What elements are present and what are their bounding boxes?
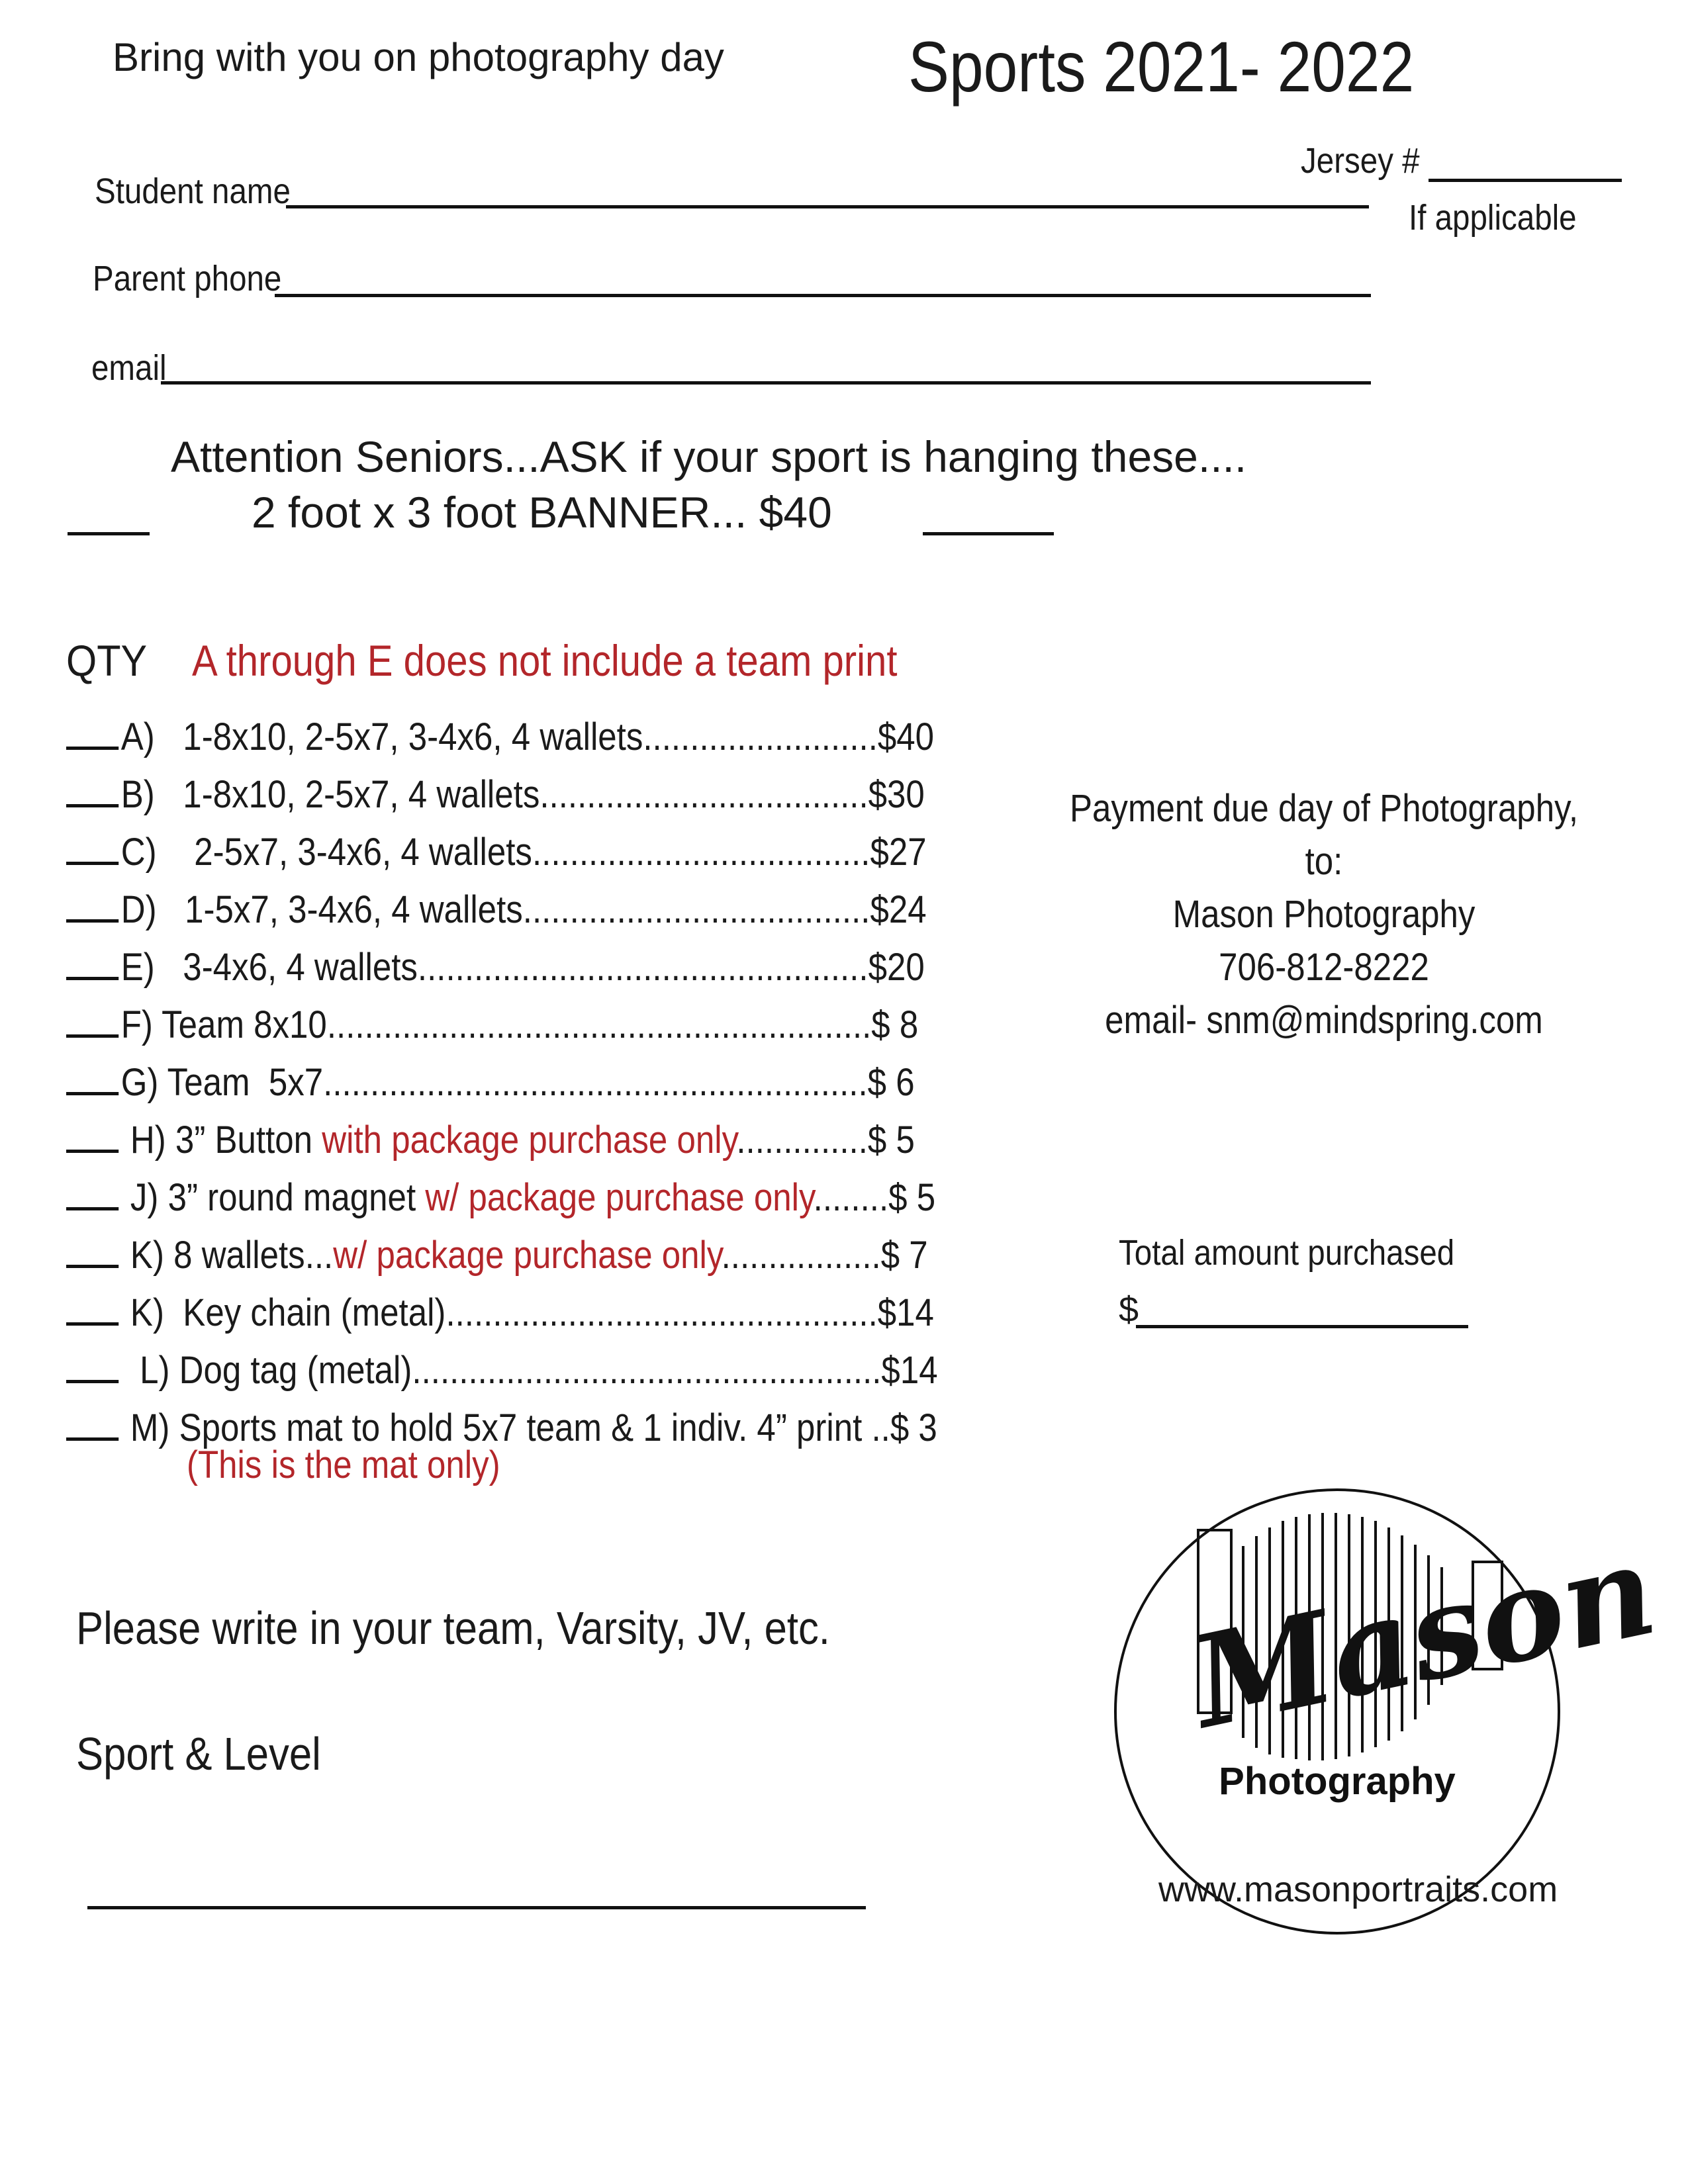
package-item-label: G) Team 5x7	[120, 1061, 324, 1104]
seniors-attention: Attention Seniors...ASK if your sport is hanging these....	[171, 432, 1247, 481]
package-item-label: K) 8 wallets...	[120, 1234, 334, 1277]
package-item-row	[66, 887, 927, 932]
package-item-price: $14	[881, 1349, 938, 1392]
bring-text: Bring with you on photography day	[113, 35, 724, 79]
package-qty-field[interactable]	[66, 890, 118, 923]
email-field[interactable]	[161, 381, 1371, 385]
package-qty-field[interactable]	[66, 1120, 118, 1153]
sport-level-field[interactable]	[87, 1906, 866, 1909]
package-item-condition: with package purchase only	[322, 1118, 737, 1161]
package-item-label: A) 1-8x10, 2-5x7, 3-4x6, 4 wallets	[120, 715, 643, 758]
package-qty-field[interactable]	[66, 1408, 118, 1441]
if-applicable-label: If applicable	[1409, 198, 1577, 238]
package-item-price: $14	[877, 1291, 934, 1334]
package-item-dots: .........................	[643, 715, 878, 758]
payment-line-2: Mason Photography	[1172, 893, 1476, 936]
package-item-dots: .....................................	[522, 888, 870, 931]
package-item-row	[66, 1348, 938, 1392]
payment-line-4: email- snm@mindspring.com	[1105, 999, 1543, 1042]
package-item-dots: ....................................	[532, 831, 870, 874]
package-item-row	[66, 1060, 915, 1105]
payment-line-3: 706-812-8222	[1219, 946, 1429, 989]
package-item-dots: ..................................................	[412, 1349, 882, 1392]
package-qty-field[interactable]	[66, 1178, 118, 1210]
package-item-price: $ 8	[871, 1003, 919, 1046]
package-item-row	[66, 830, 927, 874]
package-item-label: J) 3” round magnet	[120, 1176, 426, 1219]
package-item-condition: w/ package purchase only	[425, 1176, 814, 1219]
package-item-label: F) Team 8x10	[120, 1003, 327, 1046]
package-item-row	[66, 715, 934, 759]
total-dollar: $	[1119, 1290, 1139, 1330]
package-item-condition: w/ package purchase only	[333, 1234, 722, 1277]
banner-qty-field[interactable]	[68, 532, 150, 535]
package-item-row	[66, 1291, 934, 1335]
package-qty-field[interactable]	[66, 833, 118, 865]
package-item-label: L) Dog tag (metal)	[120, 1349, 412, 1392]
banner-amount-field[interactable]	[923, 532, 1054, 535]
student-name-label: Student name	[95, 171, 291, 211]
package-item-row	[66, 945, 925, 989]
package-qty-field[interactable]	[66, 717, 118, 750]
package-item-label: K) Key chain (metal)	[120, 1291, 446, 1334]
package-item-dots: .................	[721, 1234, 881, 1277]
package-item-label: D) 1-5x7, 3-4x6, 4 wallets	[120, 888, 523, 931]
package-item-price: $ 5	[867, 1118, 915, 1161]
package-item-dots: ................................................	[417, 946, 868, 989]
package-item-label: E) 3-4x6, 4 wallets	[120, 946, 418, 989]
package-item-price: $ 7	[880, 1234, 928, 1277]
payment-block	[1019, 782, 1628, 1047]
payment-line-1: Payment due day of Photography, to:	[1070, 787, 1578, 883]
page-title: Sports 2021- 2022	[908, 26, 1415, 107]
package-qty-field[interactable]	[66, 1063, 118, 1095]
package-item-price: $24	[870, 888, 927, 931]
package-item-price: $40	[877, 715, 935, 758]
parent-phone-field[interactable]	[275, 294, 1371, 297]
package-item-price: $20	[868, 946, 925, 989]
package-item-dots: ...................................	[539, 773, 868, 816]
package-item-dots: ........	[813, 1176, 889, 1219]
mason-script-logo: Mason	[1180, 1515, 1667, 1757]
package-item-dots: ..........................................................	[323, 1061, 868, 1104]
logo-photography-text: Photography	[1219, 1760, 1456, 1803]
student-name-field[interactable]	[286, 205, 1369, 208]
package-item-row	[66, 1118, 915, 1162]
package-qty-field[interactable]	[66, 1005, 118, 1038]
package-qty-field[interactable]	[66, 1351, 118, 1383]
package-item-dots: ..............	[736, 1118, 868, 1161]
package-item-label: B) 1-8x10, 2-5x7, 4 wallets	[120, 773, 540, 816]
package-item-row	[66, 772, 925, 817]
package-item-price: $ 6	[867, 1061, 915, 1104]
package-item-row	[66, 1003, 918, 1047]
email-label: email	[91, 348, 167, 388]
parent-phone-label: Parent phone	[93, 259, 282, 298]
package-note: A through E does not include a team print	[192, 636, 898, 685]
website-url: www.masonportraits.com	[1158, 1870, 1558, 1909]
jersey-label: Jersey #	[1301, 141, 1420, 181]
sport-level-label: Sport & Level	[76, 1728, 321, 1780]
total-amount-field[interactable]	[1136, 1325, 1468, 1328]
package-qty-field[interactable]	[66, 948, 118, 980]
package-item-label: M) Sports mat to hold 5x7 team & 1 indiv. 4” print ..	[120, 1406, 890, 1449]
package-item-row	[66, 1175, 935, 1220]
package-item-row	[66, 1233, 928, 1277]
package-item-price: $ 3	[890, 1406, 937, 1449]
banner-offer: 2 foot x 3 foot BANNER... $40	[252, 488, 832, 537]
jersey-field[interactable]	[1429, 179, 1622, 182]
mat-note: (This is the mat only)	[187, 1443, 500, 1486]
package-item-dots: ..............................................	[445, 1291, 878, 1334]
team-write-in: Please write in your team, Varsity, JV, etc.	[76, 1602, 830, 1654]
package-item-label: H) 3” Button	[120, 1118, 322, 1161]
qty-label: QTY	[66, 636, 148, 685]
package-item-dots: ..........................................................	[326, 1003, 872, 1046]
package-item-price: $ 5	[888, 1176, 936, 1219]
package-item-label: C) 2-5x7, 3-4x6, 4 wallets	[120, 831, 532, 874]
package-qty-field[interactable]	[66, 1293, 118, 1326]
package-qty-field[interactable]	[66, 1236, 118, 1268]
package-qty-field[interactable]	[66, 775, 118, 807]
package-item-price: $30	[868, 773, 925, 816]
package-item-price: $27	[870, 831, 927, 874]
total-label: Total amount purchased	[1119, 1233, 1455, 1273]
